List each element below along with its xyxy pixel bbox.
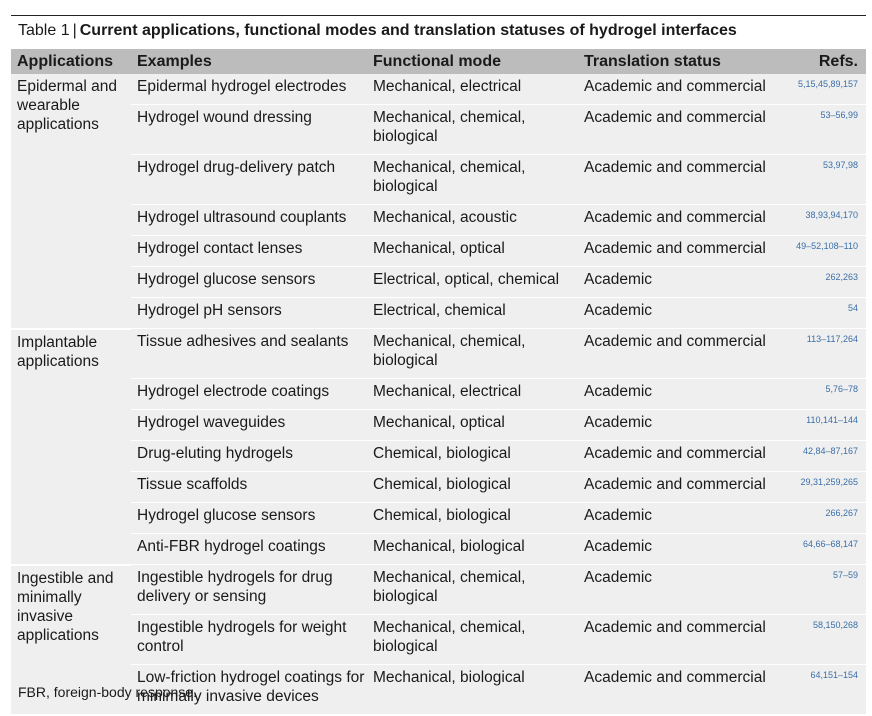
header-translation-status: Translation status <box>578 49 788 74</box>
refs-cell: 5,76–78 <box>788 379 866 410</box>
application-group-cell: Ingestible and minimally invasive applications <box>11 565 131 715</box>
header-row <box>11 49 866 74</box>
refs-cell: 113–117,264 <box>788 329 866 379</box>
refs-cell: 266,267 <box>788 503 866 534</box>
example-cell: Hydrogel glucose sensors <box>131 267 367 298</box>
refs-cell: 42,84–87,167 <box>788 441 866 472</box>
table-row <box>11 379 866 410</box>
translation-status-cell: Academic and commercial <box>578 665 788 715</box>
translation-status-cell: Academic <box>578 503 788 534</box>
refs-cell: 49–52,108–110 <box>788 236 866 267</box>
table-row <box>11 267 866 298</box>
translation-status-cell: Academic <box>578 267 788 298</box>
translation-status-cell: Academic <box>578 379 788 410</box>
example-cell: Hydrogel ultrasound couplants <box>131 205 367 236</box>
refs-cell: 262,263 <box>788 267 866 298</box>
functional-mode-cell: Mechanical, chemical, biological <box>367 329 578 379</box>
refs-cell: 54 <box>788 298 866 329</box>
translation-status-cell: Academic and commercial <box>578 155 788 205</box>
application-group-cell: Implantable applications <box>11 329 131 565</box>
example-cell: Drug-eluting hydrogels <box>131 441 367 472</box>
refs-cell: 53–56,99 <box>788 105 866 155</box>
functional-mode-cell: Mechanical, chemical, biological <box>367 155 578 205</box>
functional-mode-cell: Mechanical, acoustic <box>367 205 578 236</box>
example-cell: Hydrogel drug-delivery patch <box>131 155 367 205</box>
table-row <box>11 329 866 379</box>
table-row <box>11 74 866 105</box>
table-label: Table 1 <box>18 22 70 39</box>
functional-mode-cell: Mechanical, optical <box>367 410 578 441</box>
table-row <box>11 298 866 329</box>
header-functional-mode: Functional mode <box>367 49 578 74</box>
caption-separator: | <box>72 22 77 39</box>
functional-mode-cell: Mechanical, biological <box>367 534 578 565</box>
functional-mode-cell: Mechanical, chemical, biological <box>367 565 578 615</box>
table-row <box>11 472 866 503</box>
translation-status-cell: Academic and commercial <box>578 615 788 665</box>
table-row <box>11 565 866 615</box>
example-cell: Tissue scaffolds <box>131 472 367 503</box>
table-row <box>11 534 866 565</box>
table-row <box>11 441 866 472</box>
example-cell: Ingestible hydrogels for drug delivery or sensing <box>131 565 367 615</box>
functional-mode-cell: Chemical, biological <box>367 503 578 534</box>
table-row <box>11 105 866 155</box>
functional-mode-cell: Mechanical, chemical, biological <box>367 105 578 155</box>
example-cell: Hydrogel wound dressing <box>131 105 367 155</box>
application-group-cell: Epidermal and wearable applications <box>11 74 131 329</box>
refs-cell: 57–59 <box>788 565 866 615</box>
functional-mode-cell: Mechanical, chemical, biological <box>367 615 578 665</box>
translation-status-cell: Academic <box>578 298 788 329</box>
table-row <box>11 155 866 205</box>
header-examples: Examples <box>131 49 367 74</box>
translation-status-cell: Academic and commercial <box>578 472 788 503</box>
footnote: FBR, foreign-body response. <box>18 684 197 700</box>
translation-status-cell: Academic and commercial <box>578 441 788 472</box>
translation-status-cell: Academic <box>578 410 788 441</box>
functional-mode-cell: Mechanical, electrical <box>367 74 578 105</box>
translation-status-cell: Academic and commercial <box>578 236 788 267</box>
refs-cell: 29,31,259,265 <box>788 472 866 503</box>
refs-cell: 110,141–144 <box>788 410 866 441</box>
translation-status-cell: Academic and commercial <box>578 329 788 379</box>
table-row <box>11 236 866 267</box>
refs-cell: 58,150,268 <box>788 615 866 665</box>
example-cell: Anti-FBR hydrogel coatings <box>131 534 367 565</box>
translation-status-cell: Academic <box>578 565 788 615</box>
table-row <box>11 503 866 534</box>
table-body <box>11 74 866 715</box>
translation-status-cell: Academic and commercial <box>578 74 788 105</box>
example-cell: Low-friction hydrogel coatings for minimally invasive devices <box>131 665 367 715</box>
table-row <box>11 615 866 665</box>
table-title: Current applications, functional modes and translation statuses of hydrogel interfaces <box>79 22 737 39</box>
header-applications: Applications <box>11 49 131 74</box>
example-cell: Hydrogel pH sensors <box>131 298 367 329</box>
table-row <box>11 205 866 236</box>
refs-cell: 5,15,45,89,157 <box>788 74 866 105</box>
table-row <box>11 410 866 441</box>
refs-cell: 38,93,94,170 <box>788 205 866 236</box>
functional-mode-cell: Chemical, biological <box>367 441 578 472</box>
example-cell: Hydrogel glucose sensors <box>131 503 367 534</box>
functional-mode-cell: Mechanical, biological <box>367 665 578 715</box>
hydrogel-table <box>11 49 866 716</box>
table-caption <box>18 21 737 41</box>
functional-mode-cell: Chemical, biological <box>367 472 578 503</box>
example-cell: Hydrogel waveguides <box>131 410 367 441</box>
refs-cell: 64,66–68,147 <box>788 534 866 565</box>
translation-status-cell: Academic <box>578 534 788 565</box>
functional-mode-cell: Mechanical, electrical <box>367 379 578 410</box>
example-cell: Hydrogel contact lenses <box>131 236 367 267</box>
example-cell: Hydrogel electrode coatings <box>131 379 367 410</box>
example-cell: Tissue adhesives and sealants <box>131 329 367 379</box>
functional-mode-cell: Mechanical, optical <box>367 236 578 267</box>
refs-cell: 64,151–154 <box>788 665 866 715</box>
translation-status-cell: Academic and commercial <box>578 105 788 155</box>
top-rule <box>11 15 866 16</box>
header-refs: Refs. <box>788 49 866 74</box>
example-cell: Epidermal hydrogel electrodes <box>131 74 367 105</box>
functional-mode-cell: Electrical, chemical <box>367 298 578 329</box>
functional-mode-cell: Electrical, optical, chemical <box>367 267 578 298</box>
translation-status-cell: Academic and commercial <box>578 205 788 236</box>
example-cell: Ingestible hydrogels for weight control <box>131 615 367 665</box>
refs-cell: 53,97,98 <box>788 155 866 205</box>
